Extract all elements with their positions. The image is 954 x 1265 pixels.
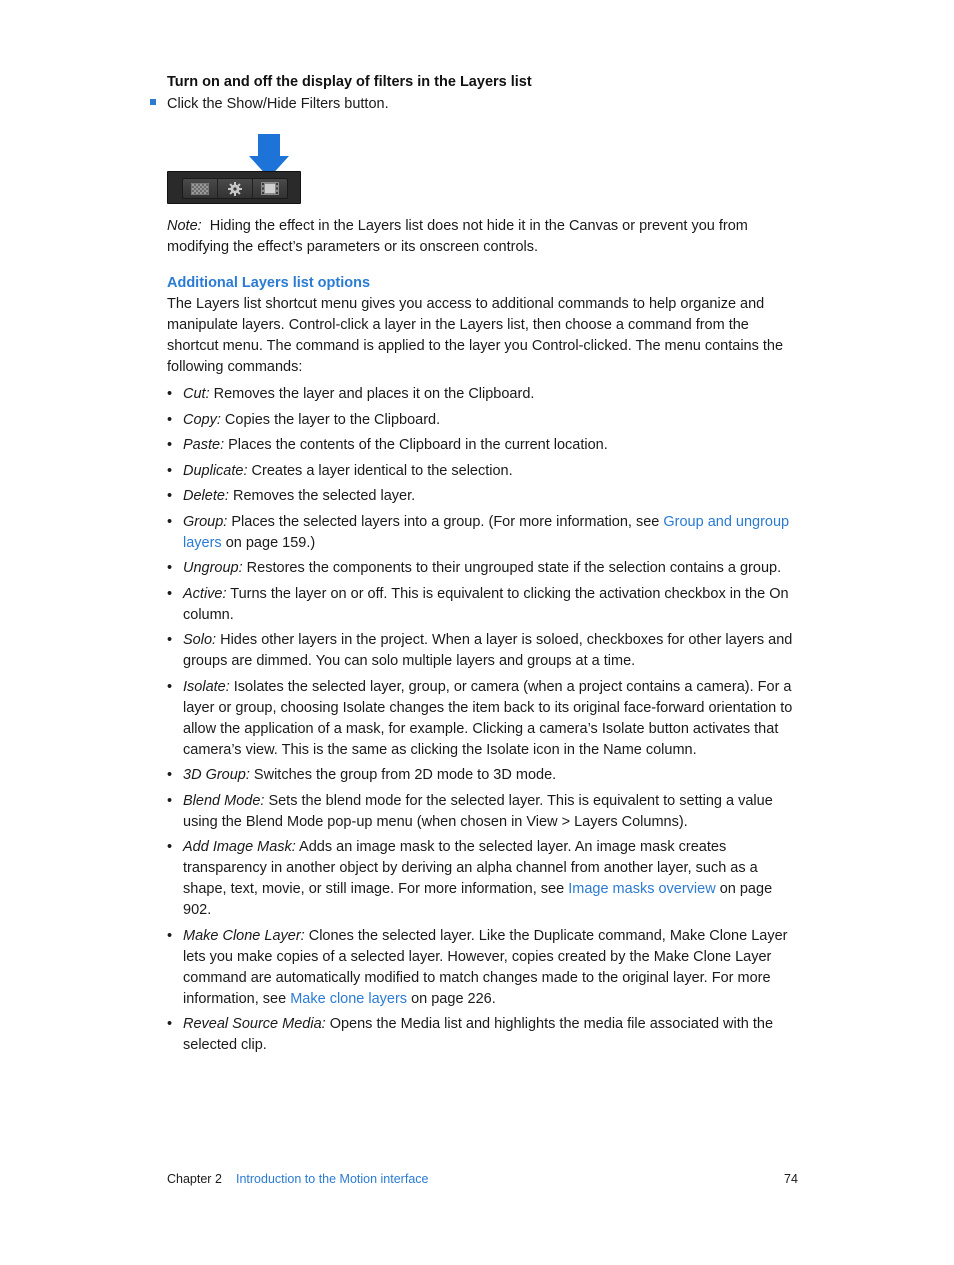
list-item: [167, 435, 797, 456]
command-description: Places the selected layers into a group. (For more information, see: [227, 513, 664, 530]
command-description: Clones the selected layer. Like the Duplicate command, Make Clone Layer lets you make copies of a selected layer. However, copies created by the Make Clone Layer command are automatically modified to match changes made to the original layer. For more information, see: [183, 927, 788, 1007]
command-term: Add Image Mask:: [183, 839, 296, 855]
bullet-dot: •: [167, 585, 173, 602]
intro-paragraph: The Layers list shortcut menu gives you access to additional commands to help organize and manipulate layers. Control-click a layer in the Layers list, then choose a command from the shortcut menu. The command is applied to the layer you Control-clicked. The menu contains the following commands:: [167, 296, 784, 375]
command-term: Active:: [183, 585, 227, 602]
command-term: Make Clone Layer:: [183, 927, 305, 944]
toolbar-button-group: [182, 178, 288, 199]
list-item: [167, 410, 797, 431]
command-description: Sets the blend mode for the selected layer. This is equivalent to setting a value using the Blend Mode pop-up menu (when chosen in View > Layers Columns).: [183, 792, 773, 830]
cross-reference-link[interactable]: Image masks overview: [568, 881, 716, 897]
bullet-dot: •: [167, 411, 173, 428]
bullet-dot: •: [167, 488, 173, 504]
list-item: [167, 558, 797, 579]
note: [167, 216, 797, 258]
step: [150, 96, 389, 112]
command-term: Paste:: [183, 437, 225, 453]
list-item: [167, 1014, 797, 1056]
toolbar-figure: [167, 134, 301, 204]
bullet-dot: •: [167, 386, 173, 402]
command-term: Ungroup:: [183, 560, 243, 576]
step-bullet-icon: [150, 99, 156, 105]
list-item: [167, 461, 797, 482]
list-item: [167, 837, 797, 921]
command-term: 3D Group:: [183, 767, 250, 783]
list-item: [167, 584, 797, 626]
command-term: Cut:: [183, 386, 210, 402]
command-list: [167, 384, 797, 1061]
list-item: [167, 926, 797, 1010]
command-term: Isolate:: [183, 678, 230, 695]
command-term: Blend Mode:: [183, 792, 265, 809]
command-term: Delete:: [183, 488, 229, 504]
command-description: Turns the layer on or off. This is equivalent to clicking the activation checkbox in the On column.: [183, 585, 789, 623]
checkerboard-button[interactable]: [183, 179, 218, 198]
command-description: Isolates the selected layer, group, or camera (when a project contains a camera). For a layer or group, choosing Isolate changes the item back to its original face-forward orientation to allow the application of a mask, for example. Clicking a camera’s Isolate button activates that camera’s view. This is the same as clicking the Isolate icon in the Name column.: [183, 678, 793, 758]
command-description-tail: on page 159.): [221, 534, 316, 551]
command-description: Restores the components to their ungrouped state if the selection contains a group.: [242, 560, 782, 576]
command-description: Places the contents of the Clipboard in the current location.: [224, 437, 608, 453]
bullet-dot: •: [167, 678, 173, 695]
task-title: Turn on and off the display of filters in the Layers list: [167, 74, 532, 90]
note-label: Note:: [167, 218, 202, 234]
footer-chapter: Chapter 2: [167, 1172, 222, 1186]
list-item: [167, 486, 797, 507]
settings-button[interactable]: [218, 179, 253, 198]
command-description: Removes the selected layer.: [228, 488, 416, 504]
bullet-dot: •: [167, 927, 173, 944]
cross-reference-link[interactable]: Group and ungroup layers: [183, 513, 790, 551]
step-text: Click the Show/Hide Filters button.: [167, 96, 389, 112]
command-term: Duplicate:: [183, 462, 248, 479]
bullet-dot: •: [167, 513, 173, 530]
bullet-dot: •: [167, 839, 173, 855]
toolbar-bar: [167, 171, 301, 204]
list-item: [167, 630, 797, 672]
command-term: Reveal Source Media:: [183, 1016, 326, 1032]
list-item: [167, 512, 797, 554]
note-text: Hiding the effect in the Layers list does not hide it in the Canvas or prevent you from modifying the effect’s parameters or its onscreen controls.: [167, 218, 748, 255]
bullet-dot: •: [167, 792, 173, 809]
command-description: Opens the Media list and highlights the media file associated with the selected clip.: [183, 1016, 774, 1053]
list-item: [167, 384, 797, 405]
command-description: Removes the layer and places it on the Clipboard.: [209, 386, 535, 402]
bullet-dot: •: [167, 560, 173, 576]
command-description: Adds an image mask to the selected layer. An image mask creates transparency in another object by deriving an alpha channel from another layer, such as a shape, text, movie, or still image. For more information, see: [183, 839, 758, 897]
list-item: [167, 765, 797, 786]
bullet-dot: •: [167, 767, 173, 783]
command-description-tail: on page 226.: [407, 990, 496, 1007]
bullet-dot: •: [167, 462, 173, 479]
bullet-dot: •: [167, 437, 173, 453]
list-item: [167, 791, 797, 833]
filmstrip-icon: [261, 182, 279, 195]
command-description: Creates a layer identical to the selection.: [247, 462, 513, 479]
gear-icon: [228, 182, 242, 196]
footer-chapter-title[interactable]: Introduction to the Motion interface: [236, 1172, 429, 1186]
command-description: Copies the layer to the Clipboard.: [220, 411, 441, 428]
command-description: Hides other layers in the project. When a layer is soloed, checkboxes for other layers and groups are dimmed. You can solo multiple layers and groups at a time.: [183, 632, 793, 669]
command-description: Switches the group from 2D mode to 3D mode.: [249, 767, 557, 783]
section-heading: Additional Layers list options: [167, 275, 371, 291]
command-term: Group:: [183, 513, 228, 530]
list-item: [167, 677, 797, 761]
checkerboard-icon: [191, 183, 209, 195]
command-term: Copy:: [183, 411, 221, 428]
page-number: 74: [784, 1172, 798, 1186]
bullet-dot: •: [167, 1016, 173, 1032]
show-hide-filters-button[interactable]: [253, 179, 287, 198]
command-term: Solo:: [183, 632, 217, 648]
bullet-dot: •: [167, 632, 173, 648]
command-description-tail: on page 902.: [183, 881, 773, 918]
cross-reference-link[interactable]: Make clone layers: [290, 990, 408, 1007]
